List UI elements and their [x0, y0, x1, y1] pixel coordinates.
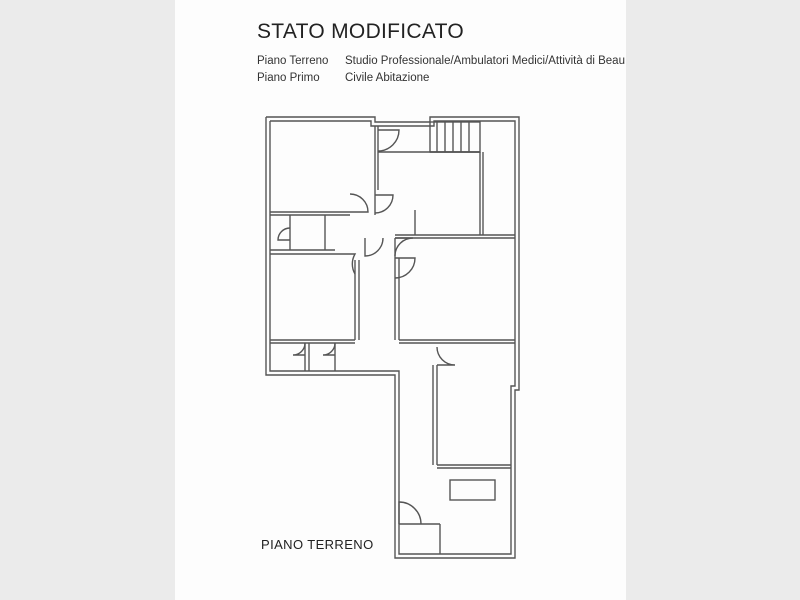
plan-caption: PIANO TERRENO: [261, 537, 374, 552]
floor-plan-drawing: [175, 0, 626, 600]
floor-ground-label: Piano Terreno: [257, 55, 329, 67]
floor-ground-use: Studio Professionale/Ambulatori Medici/Attività di Beau: [345, 55, 625, 67]
floor-first-label: Piano Primo: [257, 72, 320, 84]
floor-first-use: Civile Abitazione: [345, 72, 430, 84]
document-page: [175, 0, 626, 600]
document-title: STATO MODIFICATO: [257, 20, 465, 43]
